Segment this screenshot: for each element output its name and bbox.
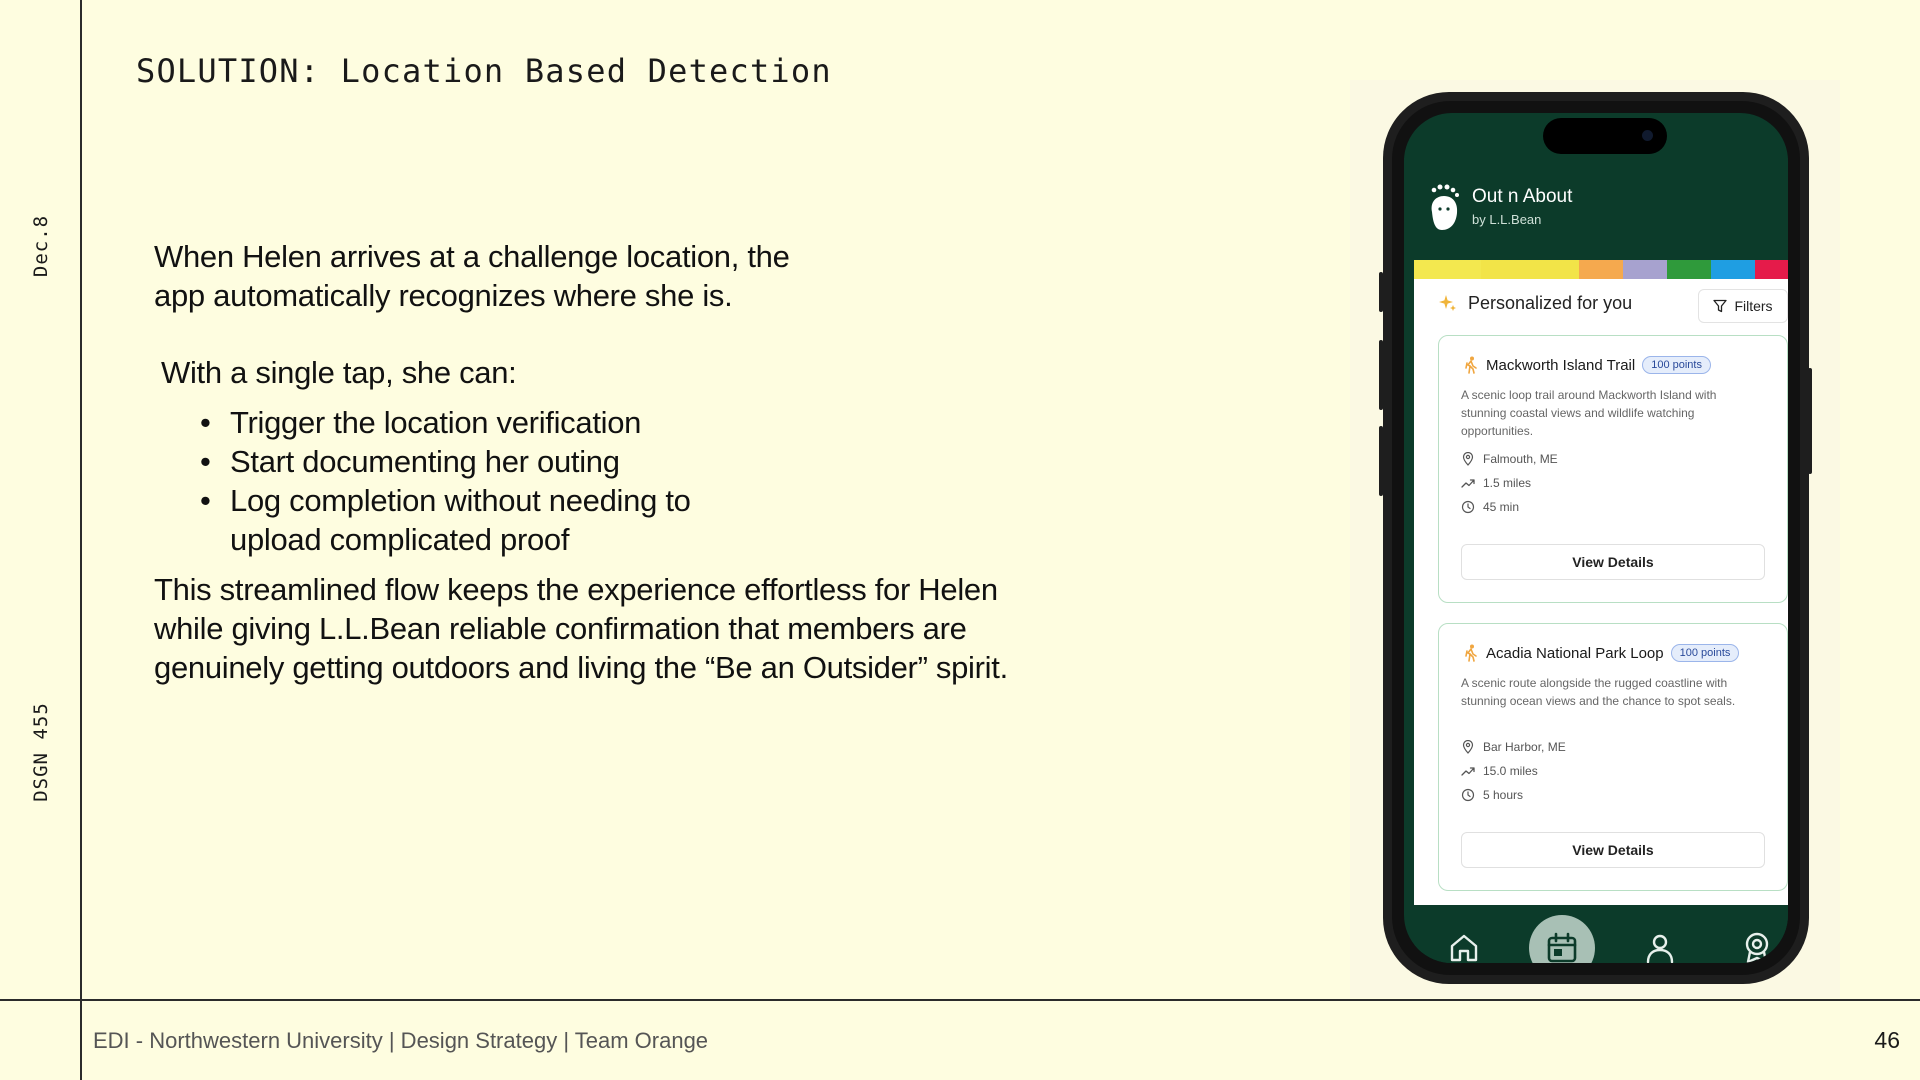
- paragraph-1: [154, 237, 790, 315]
- award-icon: [1740, 931, 1774, 963]
- bottom-nav: [1414, 905, 1788, 963]
- paragraph-2: [154, 570, 1008, 687]
- intro-text: With a single tap, she can:: [161, 355, 517, 390]
- card-distance: 1.5 miles: [1483, 476, 1532, 490]
- camera-dot: [1642, 130, 1653, 141]
- location-pin-icon: [1461, 452, 1475, 466]
- points-badge: 100 points: [1642, 356, 1711, 374]
- hiker-icon: [1463, 356, 1479, 374]
- stripe-segment: [1579, 260, 1623, 279]
- nav-home[interactable]: [1431, 915, 1497, 963]
- clock-icon: [1461, 500, 1475, 514]
- stripe-segment: [1755, 260, 1788, 279]
- paragraph-2-line-1: This streamlined flow keeps the experience effortless for Helen: [154, 572, 998, 607]
- profile-icon: [1643, 931, 1677, 963]
- sparkle-icon: [1438, 294, 1458, 314]
- location-pin-icon: [1461, 740, 1475, 754]
- card-duration: 45 min: [1483, 500, 1520, 514]
- clock-icon: [1461, 788, 1475, 802]
- card-description: A scenic route alongside the rugged coastline with stunning ocean views and the chance to spot seals.: [1461, 676, 1736, 708]
- stripe-segment: [1667, 260, 1711, 279]
- card-description: A scenic loop trail around Mackworth Island with stunning coastal views and wildlife watching opportunities.: [1461, 388, 1717, 438]
- paragraph-2-line-3: genuinely getting outdoors and living the “Be an Outsider” spirit.: [154, 650, 1008, 685]
- bullet-text: Log completion without needing to upload complicated proof: [230, 483, 691, 557]
- vertical-divider: [80, 0, 82, 1080]
- section-header: [1438, 293, 1632, 314]
- card-title-row: [1463, 356, 1711, 374]
- stripe-segment: [1414, 260, 1481, 279]
- view-details-button[interactable]: View Details: [1461, 832, 1765, 868]
- app-subtitle: by L.L.Bean: [1472, 212, 1542, 227]
- nav-awards[interactable]: [1724, 915, 1788, 963]
- location-row: [1461, 740, 1566, 754]
- stripe-segment: [1481, 260, 1579, 279]
- card-distance: 15.0 miles: [1483, 764, 1538, 778]
- distance-row: [1461, 476, 1531, 490]
- app-header: [1404, 158, 1788, 268]
- calendar-icon: [1545, 931, 1579, 963]
- slide-title: SOLUTION: Location Based Detection: [136, 52, 832, 90]
- phone-bezel: [1392, 101, 1800, 975]
- stripe-segment: [1711, 260, 1755, 279]
- card-title: Mackworth Island Trail: [1486, 356, 1636, 374]
- nav-profile[interactable]: [1627, 915, 1693, 963]
- points-badge: 100 points: [1671, 644, 1740, 662]
- filters-label: Filters: [1734, 298, 1773, 314]
- bullet-dot: •: [200, 405, 211, 440]
- side-date: Dec.8: [30, 214, 52, 278]
- paragraph-1-line-2: app automatically recognizes where she is.: [154, 278, 733, 313]
- card-location: Bar Harbor, ME: [1483, 740, 1566, 754]
- bullet-list: [200, 403, 760, 559]
- footer-text: EDI - Northwestern University | Design Strategy | Team Orange: [93, 1028, 709, 1053]
- stripe-segment: [1623, 260, 1667, 279]
- nav-calendar[interactable]: [1529, 915, 1595, 963]
- card-title: Acadia National Park Loop: [1486, 644, 1664, 662]
- card-location: Falmouth, ME: [1483, 452, 1558, 466]
- bullet-item: [200, 442, 760, 481]
- paragraph-1-line-1: When Helen arrives at a challenge location, the: [154, 239, 790, 274]
- card-duration: 5 hours: [1483, 788, 1524, 802]
- location-row: [1461, 452, 1558, 466]
- section-title: Personalized for you: [1468, 293, 1633, 313]
- trending-up-icon: [1461, 764, 1475, 778]
- phone-screen: [1404, 113, 1788, 963]
- dynamic-island: [1543, 118, 1667, 154]
- hiker-icon: [1463, 644, 1479, 662]
- duration-row: [1461, 788, 1523, 802]
- duration-row: [1461, 500, 1519, 514]
- paragraph-2-line-2: while giving L.L.Bean reliable confirmation that members are: [154, 611, 967, 646]
- page-number: 46: [1874, 1027, 1900, 1053]
- bullet-item: [200, 481, 760, 559]
- filters-button[interactable]: [1698, 289, 1788, 323]
- bullet-text: Start documenting her outing: [230, 444, 620, 479]
- brand-color-stripe: [1414, 260, 1788, 279]
- footer-divider: [0, 999, 1920, 1001]
- challenge-card[interactable]: [1438, 335, 1788, 603]
- card-title-row: [1463, 644, 1739, 662]
- phone-frame: [1383, 92, 1809, 984]
- filter-icon: [1713, 299, 1727, 313]
- trending-up-icon: [1461, 476, 1475, 490]
- view-details-button[interactable]: View Details: [1461, 544, 1765, 580]
- bullet-dot: •: [200, 444, 211, 479]
- bullet-text: Trigger the location verification: [230, 405, 642, 440]
- challenge-card[interactable]: [1438, 623, 1788, 891]
- bullet-item: [200, 403, 760, 442]
- bullet-dot: •: [200, 483, 211, 518]
- challenge-feed[interactable]: [1414, 279, 1788, 905]
- app-name: Out n About: [1472, 186, 1573, 207]
- side-course: DSGN 455: [30, 702, 52, 802]
- home-icon: [1447, 931, 1481, 963]
- bigfoot-logo-icon: [1426, 184, 1462, 232]
- distance-row: [1461, 764, 1538, 778]
